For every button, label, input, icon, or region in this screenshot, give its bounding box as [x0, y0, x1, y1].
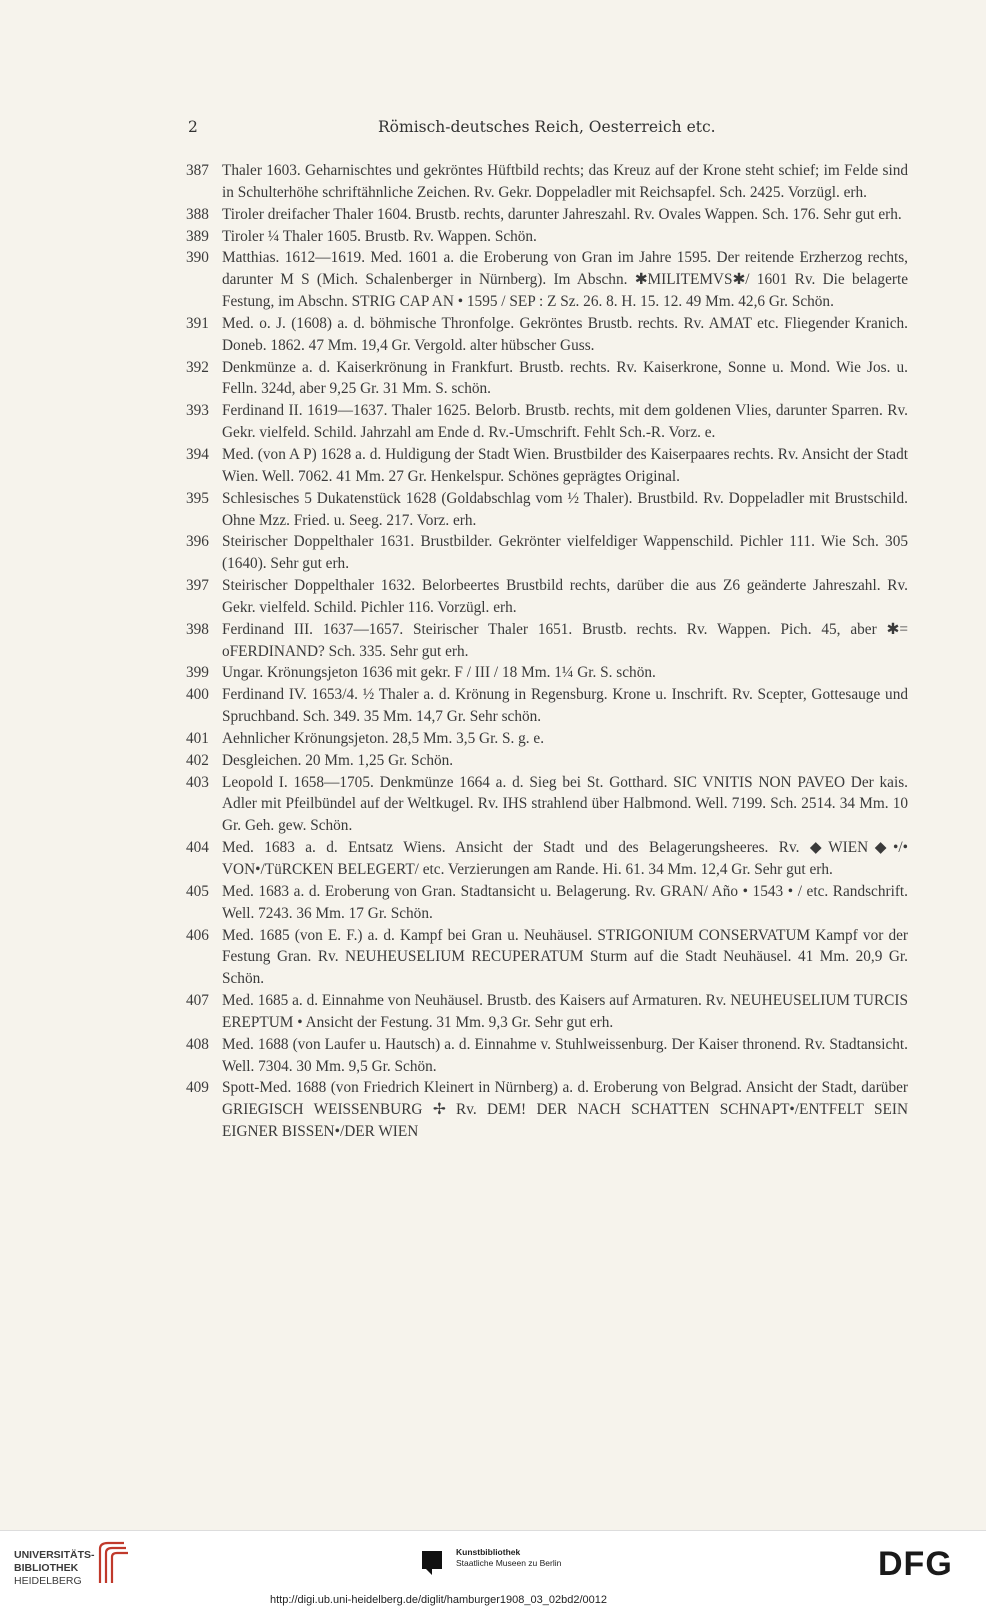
- entry-text: Steirischer Doppelthaler 1631. Brustbilder. Gekrönter vielfeldiger Wappenschild. Pichler 111. Wie Sch. 305 (1640). Sehr gut erh.: [222, 533, 908, 573]
- catalog-entry: [186, 772, 908, 838]
- entry-text: Tiroler dreifacher Thaler 1604. Brustb. rechts, darunter Jahreszahl. Rv. Ovales Wappen. Sch. 176. Sehr gut erh.: [222, 205, 902, 223]
- source-url[interactable]: http://digi.ub.uni-heidelberg.de/diglit/hamburger1908_03_02bd2/0012: [270, 1594, 607, 1606]
- catalog-entry: [186, 684, 908, 728]
- entry-text: Ferdinand III. 1637—1657. Steirischer Thaler 1651. Brustb. rechts. Rv. Wappen. Pich. 45, aber ✱= oFERDINAND? Sch. 335. Sehr gut erh.: [222, 620, 908, 660]
- entry-text: Med. o. J. (1608) a. d. böhmische Thronfolge. Gekröntes Brustb. rechts. Rv. AMAT etc. Fliegender Kranich. Doneb. 1862. 47 Mm. 19,4 Gr. Vergold. alter hübscher Guss.: [222, 314, 908, 354]
- catalog-entry: [186, 881, 908, 925]
- entry-text: Thaler 1603. Geharnischtes und gekröntes Hüftbild rechts; das Kreuz auf der Krone steht schief; im Felde sind in Schulterhöhe schriftähnliche Zeichen. Rv. Gekr. Doppeladler mit Reichsapfel. Sch. 2425. Vorzügl. erh.: [222, 162, 908, 201]
- catalog-entry: [186, 160, 908, 204]
- entry-text: Med. 1683 a. d. Eroberung von Gran. Stadtansicht u. Belagerung. Rv. GRAN/ Año • 1543 • / etc. Randschrift. Well. 7243. 36 Mm. 17 Gr. Schön.: [222, 882, 908, 922]
- entry-text: Schlesisches 5 Dukatenstück 1628 (Goldabschlag vom ½ Thaler). Brustbild. Rv. Doppeladler mit Brustschild. Ohne Mzz. Fried. u. Seeg. 217. Vorz. erh.: [222, 489, 908, 529]
- ub-logo-line3: HEIDELBERG: [14, 1575, 82, 1587]
- catalog-entry: [186, 990, 908, 1034]
- running-title: Römisch-deutsches Reich, Oesterreich etc.: [378, 118, 716, 136]
- catalog-entry: [186, 619, 908, 663]
- entry-number: 398: [186, 620, 209, 638]
- kunstbibliothek-icon: [420, 1549, 444, 1575]
- footer-bar: [0, 1530, 986, 1610]
- page-number: 2: [188, 118, 198, 136]
- catalog-entry: [186, 531, 908, 575]
- catalog-entry: [186, 488, 908, 532]
- catalog-entry: [186, 400, 908, 444]
- catalog-entry: [186, 728, 908, 750]
- catalog-entry: [186, 226, 908, 248]
- entry-number: 402: [186, 751, 209, 769]
- entry-text: Denkmünze a. d. Kaiserkrönung in Frankfurt. Brustb. rechts. Rv. Kaiserkrone, Sonne u. Mond. Wie Jos. u. Felln. 324d, aber 9,25 Gr. 31 Mm. S. schön.: [222, 358, 908, 398]
- ub-logo-line1: UNIVERSITÄTS-: [14, 1549, 95, 1561]
- catalog-entry: [186, 575, 908, 619]
- entry-text: Med. 1685 (von E. F.) a. d. Kampf bei Gran u. Neuhäusel. STRIGONIUM CONSERVATUM Kampf vor der Festung Gran. Rv. NEUHEUSELIUM RECUPERATUM Sturm auf die Stadt Neuhäusel. 41 Mm. 20,9 Gr. Schön.: [222, 926, 908, 988]
- entry-number: 392: [186, 358, 209, 376]
- catalog-entry: [186, 444, 908, 488]
- entry-number: 388: [186, 205, 209, 223]
- ub-heidelberg-logo[interactable]: [14, 1549, 95, 1588]
- entry-text: Med. (von A P) 1628 a. d. Huldigung der Stadt Wien. Brustbilder des Kaiserpaares rechts. Rv. Ansicht der Stadt Wien. Well. 7062. 41 Mm. 27 Gr. Henkelspur. Schönes geprägtes Original.: [222, 445, 908, 485]
- catalog-entry: [186, 357, 908, 401]
- ub-logo-mark-icon: [92, 1539, 132, 1589]
- dfg-logo[interactable]: DFG: [878, 1545, 953, 1583]
- catalog-entry: [186, 662, 908, 684]
- catalog-entry: [186, 925, 908, 991]
- entry-number: 395: [186, 489, 209, 507]
- entry-number: 405: [186, 882, 209, 900]
- entry-text: Matthias. 1612—1619. Med. 1601 a. die Eroberung von Gran im Jahre 1595. Der reitende Erzherzog rechts, darunter M S (Mich. Schalenberger in Nürnberg). Im Abschn. ✱MILITEMVS✱/ 1601 Rv. Die belagerte Festung, im Abschn. STRIG CAP AN • 1595 / SEP : Z Sz. 26. 8. H. 15. 12. 49 Mm. 42,6 Gr. Schön.: [222, 249, 908, 311]
- entry-number: 406: [186, 926, 209, 944]
- entry-number: 403: [186, 773, 209, 791]
- entry-text: Ungar. Krönungsjeton 1636 mit gekr. F / III / 18 Mm. 1¼ Gr. S. schön.: [222, 664, 656, 682]
- catalog-entry: [186, 1077, 908, 1143]
- entry-number: 393: [186, 402, 209, 420]
- entry-text: Aehnlicher Krönungsjeton. 28,5 Mm. 3,5 Gr. S. g. e.: [222, 729, 545, 747]
- entry-text: Med. 1683 a. d. Entsatz Wiens. Ansicht der Stadt und des Belagerungsheeres. Rv. ◆WIEN◆•/• VON•/TüRCKEN BELEGERT/ etc. Verzierungen am Rande. Hi. 61. 34 Mm. 12,4 Gr. Sehr gut erh.: [222, 839, 908, 878]
- entry-number: 396: [186, 533, 209, 551]
- entry-text: Ferdinand IV. 1653/4. ½ Thaler a. d. Krönung in Regensburg. Krone u. Inschrift. Rv. Scepter, Gottesauge und Spruchband. Sch. 349. 35 Mm. 14,7 Gr. Sehr schön.: [222, 686, 908, 726]
- entry-text: Ferdinand II. 1619—1637. Thaler 1625. Belorb. Brustb. rechts, mit dem goldenen Vlies, darunter Sparren. Rv. Gekr. vielfeld. Schild. Jahrzahl am Ende d. Rv.-Umschrift. Fehlt Sch.-R. Vorz. e.: [222, 402, 908, 442]
- kb-line1: Kunstbibliothek: [456, 1547, 521, 1557]
- kb-line2: Staatliche Museen zu Berlin: [456, 1558, 562, 1568]
- entry-number: 404: [186, 839, 209, 857]
- entry-number: 394: [186, 445, 209, 463]
- entry-number: 391: [186, 314, 209, 332]
- entry-number: 401: [186, 729, 209, 747]
- entry-number: 408: [186, 1035, 209, 1053]
- entry-text: Med. 1688 (von Laufer u. Hautsch) a. d. Einnahme v. Stuhlweissenburg. Der Kaiser thronend. Rv. Stadtansicht. Well. 7304. 30 Mm. 9,5 Gr. Schön.: [222, 1035, 908, 1075]
- entry-text: Tiroler ¼ Thaler 1605. Brustb. Rv. Wappen. Schön.: [222, 227, 537, 245]
- entry-text: Spott-Med. 1688 (von Friedrich Kleinert in Nürnberg) a. d. Eroberung von Belgrad. Ansicht der Stadt, darüber GRIEGISCH WEISSENBURG ✢ Rv. DEM! DER NACH SCHATTEN SCHNAPT•/ENTFELT SEIN EIGNER BISSEN•/DER WIEN: [222, 1079, 908, 1141]
- catalog-entry: [186, 837, 908, 881]
- entry-text: Leopold I. 1658—1705. Denkmünze 1664 a. d. Sieg bei St. Gotthard. SIC VNITIS NON PAVEO Der kais. Adler mit Pfeilbündel auf der Weltkugel. Rv. IHS strahlend über Halbmond. Well. 7199. Sch. 2514. 34 Mm. 10 Gr. Geh. gew. Schön.: [222, 773, 908, 835]
- entry-number: 409: [186, 1079, 209, 1097]
- entry-number: 390: [186, 249, 209, 267]
- catalog-entry: [186, 1034, 908, 1078]
- entry-text: Steirischer Doppelthaler 1632. Belorbeertes Brustbild rechts, darüber die aus Z6 geänderte Jahreszahl. Rv. Gekr. vielfeld. Schild. Pichler 116. Vorzügl. erh.: [222, 577, 908, 616]
- entry-number: 399: [186, 664, 209, 682]
- entry-number: 389: [186, 227, 209, 245]
- entry-number: 407: [186, 992, 209, 1010]
- catalog-entry: [186, 750, 908, 772]
- ub-logo-line2: BIBLIOTHEK: [14, 1562, 79, 1574]
- entry-number: 397: [186, 577, 209, 595]
- catalog-entry: [186, 247, 908, 313]
- entry-number: 400: [186, 686, 209, 704]
- catalog-entry: [186, 204, 908, 226]
- entry-number: 387: [186, 162, 209, 179]
- entry-text: Desgleichen. 20 Mm. 1,25 Gr. Schön.: [222, 751, 454, 769]
- catalog-entry: [186, 313, 908, 357]
- entry-text: Med. 1685 a. d. Einnahme von Neuhäusel. Brustb. des Kaisers auf Armaturen. Rv. NEUHEUSELIUM TURCIS EREPTUM • Ansicht der Festung. 31 Mm. 9,3 Gr. Sehr gut erh.: [222, 992, 908, 1031]
- catalog-entries: [186, 160, 908, 1143]
